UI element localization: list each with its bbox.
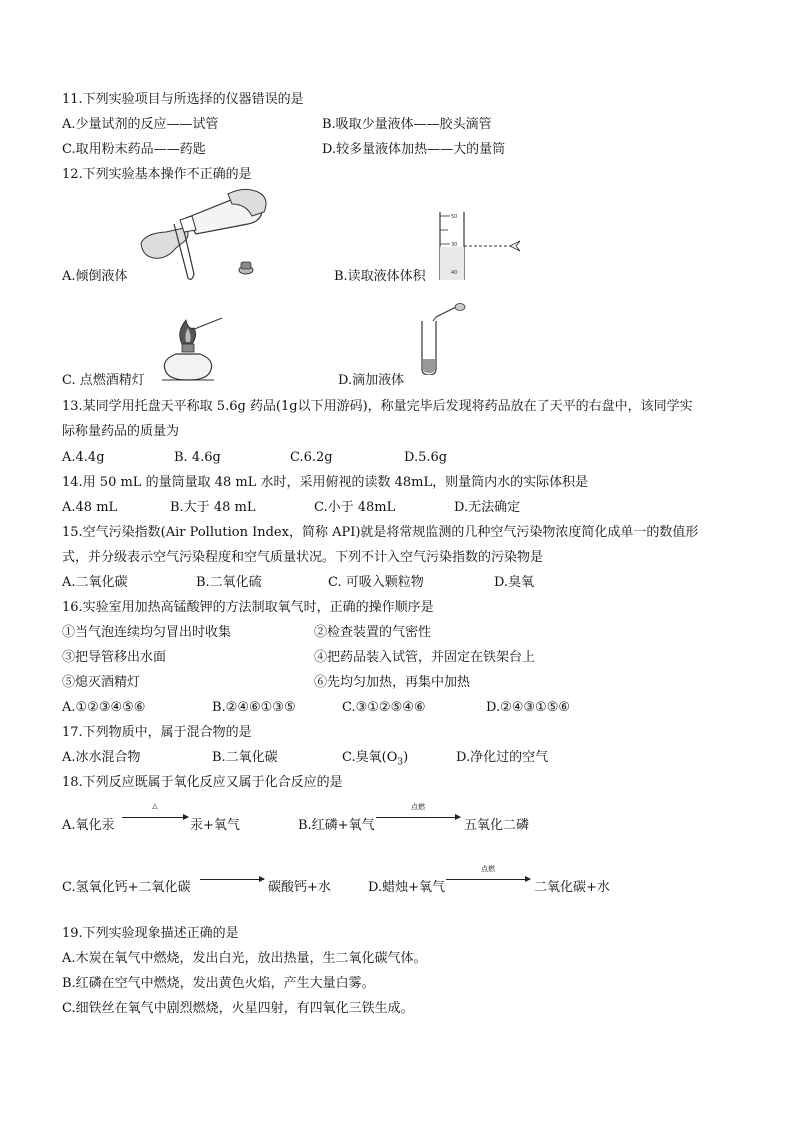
q18-option-d-reactant: D.蜡烛+氧气 bbox=[368, 880, 445, 895]
pouring-liquid-figure bbox=[136, 188, 286, 280]
q13-option-d: D.5.6g bbox=[404, 450, 448, 465]
q18-option-a-arrow bbox=[122, 802, 188, 820]
q19-option-c: C.细铁丝在氧气中剧烈燃烧，火星四射，有四氧化三铁生成。 bbox=[62, 1001, 414, 1016]
q16-option-b: B.②④⑥①③⑤ bbox=[212, 700, 296, 715]
alcohol-lamp-figure bbox=[152, 314, 242, 384]
q12-stem: 12.下列实验基本操作不正确的是 bbox=[62, 167, 252, 182]
q14-stem: 14.用 50 mL 的量筒量取 48 mL 水时，采用俯视的读数 48mL，则量筒内水的实际体积是 bbox=[62, 475, 589, 490]
q17-option-c-subscript: 3 bbox=[397, 757, 404, 768]
q12-option-b: B.读取液体体积 bbox=[334, 269, 426, 284]
q13-stem-line2: 际称量药品的质量为 bbox=[62, 424, 180, 439]
arrow-line bbox=[122, 817, 188, 818]
q16-option-c: C.③①②⑤④⑥ bbox=[342, 700, 426, 715]
ignite-condition: 点燃 bbox=[481, 865, 495, 873]
heat-symbol: △ bbox=[152, 802, 158, 810]
q19-stem: 19.下列实验现象描述正确的是 bbox=[62, 926, 239, 941]
q16-step-2: ②检查装置的气密性 bbox=[314, 625, 432, 640]
arrow-line bbox=[376, 817, 460, 818]
q17-option-c bbox=[342, 749, 408, 772]
q18-option-c-arrow bbox=[200, 868, 264, 882]
q15-stem-line1: 15.空气污染指数(Air Pollution Index，简称 API)就是将常规监测的几种空气污染物浓度简化成单一的数值形 bbox=[62, 525, 699, 540]
q13-option-c: C.6.2g bbox=[290, 450, 333, 465]
q11-option-d: D.较多量液体加热——大的量筒 bbox=[322, 142, 506, 157]
q18-option-c-reactant: C.氢氧化钙+二氧化碳 bbox=[62, 880, 191, 895]
q13-option-a: A.4.4g bbox=[62, 450, 105, 465]
q19-option-a: A.木炭在氧气中燃烧，发出白光，放出热量，生二氧化碳气体。 bbox=[62, 951, 427, 966]
q15-option-c: C. 可吸入颗粒物 bbox=[328, 575, 424, 590]
q16-step-5: ⑤熄灭酒精灯 bbox=[62, 675, 141, 690]
q15-option-d: D.臭氧 bbox=[494, 575, 535, 590]
q13-stem-line1: 13.某同学用托盘天平称取 5.6g 药品(1g以下用游码)，称量完毕后发现将药品放在了天平的右盘中，该同学实 bbox=[62, 399, 693, 414]
q18-option-c-product: 碳酸钙+水 bbox=[268, 880, 331, 895]
q18-option-d-product: 二氧化碳+水 bbox=[534, 880, 610, 895]
q18-option-a-product: 汞+氧气 bbox=[190, 818, 240, 833]
q14-option-c: C.小于 48mL bbox=[314, 500, 396, 515]
dropper-test-tube-figure bbox=[416, 303, 476, 375]
q11-option-a: A.少量试剂的反应——试管 bbox=[62, 117, 219, 132]
q16-step-6: ⑥先均匀加热，再集中加热 bbox=[314, 675, 471, 690]
q16-step-3: ③把导管移出水面 bbox=[62, 650, 167, 665]
q17-stem: 17.下列物质中，属于混合物的是 bbox=[62, 725, 252, 740]
q16-option-d: D.②④③①⑤⑥ bbox=[486, 700, 571, 715]
q17-option-a: A.冰水混合物 bbox=[62, 750, 141, 765]
cylinder-tick-label: 40 bbox=[451, 270, 458, 276]
q16-step-1: ①当气泡连续均匀冒出时收集 bbox=[62, 625, 232, 640]
q12-option-a: A.倾倒液体 bbox=[62, 269, 128, 284]
q17-option-c-close: ) bbox=[403, 750, 409, 765]
q12-option-d: D.滴加液体 bbox=[338, 373, 405, 388]
cylinder-tick-label: 50 bbox=[451, 214, 458, 220]
q11-option-b: B.吸取少量液体——胶头滴管 bbox=[322, 117, 492, 132]
q15-option-a: A.二氧化碳 bbox=[62, 575, 128, 590]
q16-stem: 16.实验室用加热高锰酸钾的方法制取氧气时，正确的操作顺序是 bbox=[62, 600, 434, 615]
q11-option-c: C.取用粉末药品——药匙 bbox=[62, 142, 206, 157]
q19-option-b: B.红磷在空气中燃烧，发出黄色火焰，产生大量白雾。 bbox=[62, 976, 375, 991]
cylinder-tick-label: 30 bbox=[451, 242, 458, 248]
q18-option-b-reactant: B.红磷+氧气 bbox=[298, 818, 375, 833]
q17-option-c-text: C.臭氧(O bbox=[342, 750, 398, 765]
q13-option-b: B. 4.6g bbox=[174, 450, 221, 465]
q12-option-c: C. 点燃酒精灯 bbox=[62, 373, 145, 388]
q18-option-b-product: 五氧化二磷 bbox=[464, 818, 530, 833]
arrow-line bbox=[200, 879, 264, 880]
q18-stem: 18.下列反应既属于氧化反应又属于化合反应的是 bbox=[62, 775, 343, 790]
q18-option-b-arrow bbox=[376, 803, 460, 820]
q14-option-b: B.大于 48 mL bbox=[170, 500, 256, 515]
q15-option-b: B.二氧化硫 bbox=[196, 575, 262, 590]
q16-option-a: A.①②③④⑤⑥ bbox=[62, 700, 146, 715]
q17-option-d: D.净化过的空气 bbox=[456, 750, 549, 765]
q11-stem: 11.下列实验项目与所选择的仪器错误的是 bbox=[62, 92, 304, 107]
q18-option-a-reactant: A.氧化汞 bbox=[62, 818, 115, 833]
q17-option-b: B.二氧化碳 bbox=[212, 750, 278, 765]
q16-step-4: ④把药品装入试管，并固定在铁架台上 bbox=[314, 650, 536, 665]
ignite-condition: 点燃 bbox=[411, 803, 425, 811]
graduated-cylinder-figure bbox=[428, 210, 528, 282]
q14-option-d: D.无法确定 bbox=[454, 500, 521, 515]
q18-option-d-arrow bbox=[446, 865, 530, 882]
q14-option-a: A.48 mL bbox=[62, 500, 118, 515]
q15-stem-line2: 式，并分级表示空气污染程度和空气质量状况。下列不计入空气污染指数的污染物是 bbox=[62, 550, 544, 565]
arrow-line bbox=[446, 879, 530, 880]
